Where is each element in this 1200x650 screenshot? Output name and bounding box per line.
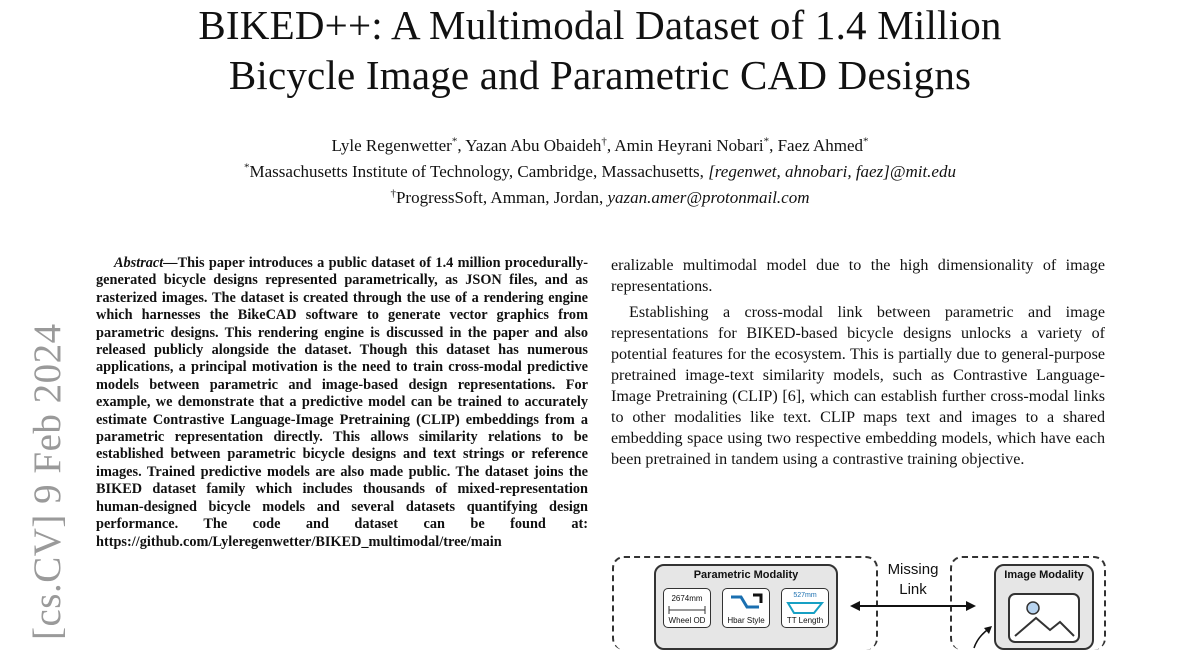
paper-title xyxy=(0,0,1200,100)
author-2: Yazan Abu Obaideh xyxy=(465,136,602,155)
double-arrow-icon xyxy=(848,596,978,616)
author-1: Lyle Regenwetter xyxy=(331,136,452,155)
tt-length-label: TT Length xyxy=(786,616,824,625)
arxiv-stamp: [cs.CV] 9 Feb 2024 xyxy=(26,323,69,640)
affil-mark: * xyxy=(451,135,458,148)
affiliation-1 xyxy=(0,159,1200,185)
affil-mark: † xyxy=(390,187,396,200)
figure-modalities xyxy=(612,554,1106,648)
param-tt-length xyxy=(781,588,829,628)
author-3: Amin Heyrani Nobari xyxy=(614,136,764,155)
author-4: Faez Ahmed xyxy=(777,136,864,155)
parametric-modality-panel xyxy=(654,564,838,650)
paragraph-2 xyxy=(611,302,1105,470)
image-modality-panel xyxy=(994,564,1094,650)
wheel-od-label: Wheel OD xyxy=(668,616,706,625)
param-hbar-style xyxy=(722,588,770,628)
affil-mark: * xyxy=(763,135,770,148)
curved-arrow-icon xyxy=(968,624,998,650)
parametric-modality-title: Parametric Modality xyxy=(693,569,799,581)
abstract-heading: Abstract— xyxy=(114,255,178,271)
affiliation-1-text: Massachusetts Institute of Technology, Cambridge, Massachusetts, xyxy=(249,162,704,181)
title-line-2: Bicycle Image and Parametric CAD Designs xyxy=(228,52,972,98)
hbar-style-label: Hbar Style xyxy=(727,616,765,625)
tt-length-value: 527mm xyxy=(793,592,817,599)
top-tube-icon xyxy=(782,599,828,617)
affil-mark: * xyxy=(244,161,250,174)
missing-link-line-2: Link xyxy=(899,581,927,598)
handlebar-icon xyxy=(723,591,769,617)
missing-link-label xyxy=(876,560,950,600)
abstract-body: This paper introduces a public dataset of 1.4 million procedurally-generated bicycle designs represented parametrically, as JSON files, and as rasterized images. The dataset is created through the use of a rendering engine which harnesses the BikeCAD software to generate vector graphics from parametric designs. This rendering engine is discussed in the paper and also released publicly alongside the dataset. Though this dataset has numerous applications, a principal motivation is the need to train cross-modal predictive models between parametric and image-based design representations. For example, we demonstrate that a predictive model can be trained to accurately estimate Contrastive Language-Image Pretraining (CLIP) embeddings from a parametric representation directly. This allows similarity relations to be established between parametric bicycle designs and text strings or reference images. Trained predictive models are also made public. The dataset joins the BIKED dataset family which includes thousands of mixed-representation human-designed bicycle models and several datasets quantifying design performance. The code and dataset can be found at: https://github.com/Lyleregenwetter/BIKED_multimodal/tree/main xyxy=(96,255,588,550)
wheel-od-value: 2674mm xyxy=(671,594,703,603)
paragraph-2-text: Establishing a cross-modal link between parametric and image representations for BIKED-based bicycle designs unlocks a variety of potential features for the ecosystem. This is partially due to general-purpose pretrained image-text similarity models, such as Contrastive Language-Image Pretraining (CLIP) [6], which can establish further cross-modal links to other modalities like text. CLIP maps text and images to a shared embedding space using two respective embedding models, which have each been pretrained in tandem using a contrastive training objective. xyxy=(611,304,1105,468)
affiliation-2-text: ProgressSoft, Amman, Jordan, xyxy=(395,188,604,207)
title-line-1: BIKED++: A Multimodal Dataset of 1.4 Million xyxy=(198,2,1002,48)
affiliation-2 xyxy=(0,185,1200,211)
param-wheel-od xyxy=(663,588,711,628)
affil-mark: † xyxy=(601,135,607,148)
image-placeholder-icon xyxy=(996,588,1092,648)
affil-mark: * xyxy=(863,135,869,148)
wheel-od-dimension-icon xyxy=(664,603,710,617)
image-modality-title: Image Modality xyxy=(1004,569,1084,581)
author-block xyxy=(0,133,1200,211)
affiliation-2-email[interactable]: yazan.amer@protonmail.com xyxy=(607,188,810,207)
paragraph-1: eralizable multimodal model due to the high dimensionality of image representations. xyxy=(611,257,1105,295)
missing-link-line-1: Missing xyxy=(887,561,939,578)
right-column xyxy=(611,255,1105,470)
affiliation-1-email[interactable]: [regenwet, ahnobari, faez]@mit.edu xyxy=(708,162,956,181)
abstract xyxy=(96,255,588,551)
author-list: Lyle Regenwetter*, Yazan Abu Obaideh†, Amin Heyrani Nobari*, Faez Ahmed* xyxy=(331,135,869,155)
